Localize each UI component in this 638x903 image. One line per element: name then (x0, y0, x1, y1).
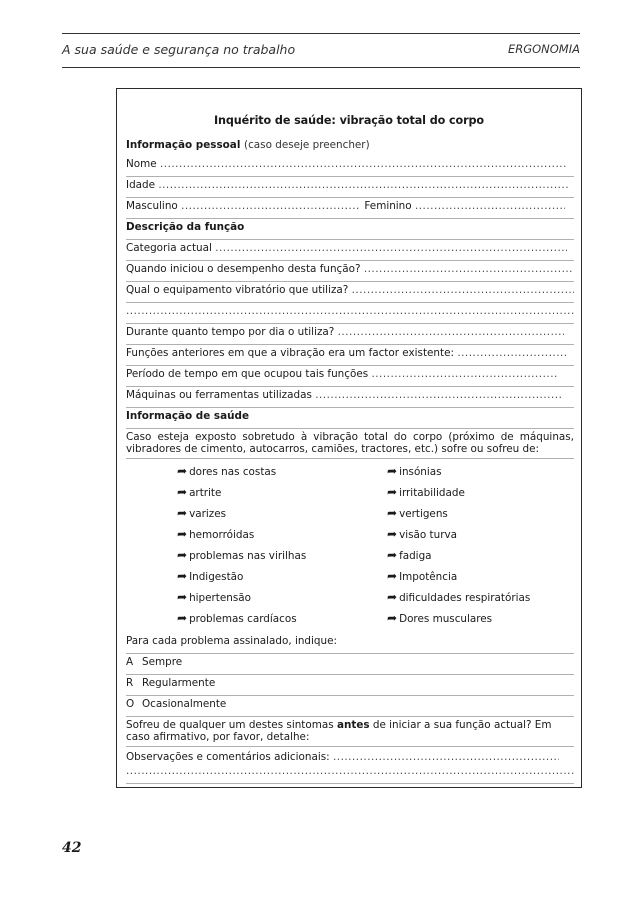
arrow-icon: ➦ (177, 590, 188, 604)
started-blank[interactable] (364, 261, 574, 277)
observations-extra-line[interactable] (126, 763, 574, 784)
symptom-item[interactable]: ➦ problemas cardíacos (177, 611, 297, 625)
started-field[interactable] (126, 261, 574, 282)
symptom-item[interactable]: ➦ problemas nas virilhas (177, 548, 307, 562)
age-blank[interactable] (158, 177, 570, 193)
machines-field[interactable] (126, 387, 574, 408)
equipment-extra-blank[interactable] (126, 303, 574, 319)
male-blank[interactable] (181, 198, 361, 214)
arrow-icon: ➦ (177, 548, 188, 562)
frequency-label: Regularmente (142, 677, 216, 689)
duration-blank[interactable] (338, 324, 564, 340)
running-header (62, 33, 580, 68)
equipment-field[interactable] (126, 282, 574, 303)
frequency-letter: R (126, 677, 134, 689)
arrow-icon: ➦ (177, 569, 188, 583)
prior-symptoms-question: Sofreu de qualquer um destes sintomas antes de iniciar a sua função actual? Em caso afirmativo, por favor, detalhe: (126, 720, 574, 747)
symptom-item[interactable]: ➦ irritabilidade (387, 485, 465, 499)
arrow-icon: ➦ (177, 485, 188, 499)
symptom-item[interactable]: ➦ dificuldades respiratórias (387, 590, 531, 604)
period-blank[interactable] (371, 366, 557, 382)
duration-label: Durante quanto tempo por dia o utiliza? (126, 326, 335, 338)
arrow-icon: ➦ (387, 506, 398, 520)
arrow-icon: ➦ (177, 611, 188, 625)
age-field[interactable] (126, 177, 574, 198)
frequency-label: Ocasionalmente (142, 698, 227, 710)
arrow-icon: ➦ (387, 527, 398, 541)
category-field[interactable] (126, 240, 574, 261)
name-blank[interactable] (160, 156, 568, 172)
period-label: Período de tempo em que ocupou tais funções (126, 368, 369, 380)
symptom-item[interactable]: ➦ hipertensão (177, 590, 251, 604)
previous-jobs-label: Funções anteriores em que a vibração era um factor existente: (126, 347, 454, 359)
symptom-item[interactable]: ➦ fadiga (387, 548, 432, 562)
previous-jobs-field[interactable] (126, 345, 574, 366)
arrow-icon: ➦ (177, 506, 188, 520)
personal-info-note: (caso deseje preencher) (244, 139, 370, 151)
category-blank[interactable] (215, 240, 567, 256)
frequency-letter: A (126, 656, 134, 668)
symptom-item[interactable]: ➦ dores nas costas (177, 464, 277, 478)
observations-label: Observações e comentários adicionais: (126, 751, 330, 763)
name-label: Nome (126, 158, 157, 170)
frequency-option-occasionally[interactable] (126, 696, 574, 717)
name-field[interactable] (126, 156, 574, 177)
equipment-label: Qual o equipamento vibratório que utiliza? (126, 284, 349, 296)
age-label: Idade (126, 179, 156, 191)
symptom-item[interactable]: ➦ varizes (177, 506, 226, 520)
equipment-blank[interactable] (352, 282, 574, 298)
category-label: Categoria actual (126, 242, 212, 254)
arrow-icon: ➦ (387, 569, 398, 583)
symptom-item[interactable]: ➦ artrite (177, 485, 222, 499)
started-label: Quando iniciou o desempenho desta função? (126, 263, 361, 275)
header-section: ERGONOMIA (507, 42, 580, 56)
female-blank[interactable] (415, 198, 565, 214)
symptom-item[interactable]: ➦ hemorróidas (177, 527, 255, 541)
arrow-icon: ➦ (387, 548, 398, 562)
arrow-icon: ➦ (387, 611, 398, 625)
frequency-option-regularly[interactable] (126, 675, 574, 696)
symptom-item[interactable]: ➦ Impotência (387, 569, 458, 583)
symptom-item[interactable]: ➦ Indigestão (177, 569, 244, 583)
arrow-icon: ➦ (387, 590, 398, 604)
health-info-heading: Informação de saúde (126, 408, 574, 429)
symptom-item[interactable]: ➦ vertigens (387, 506, 448, 520)
job-description-heading: Descrição da função (126, 219, 574, 240)
form-title: Inquérito de saúde: vibração total do corpo (213, 114, 485, 127)
sex-field[interactable] (126, 198, 574, 219)
arrow-icon: ➦ (387, 464, 398, 478)
female-label: Feminino (364, 200, 412, 212)
equipment-extra-line[interactable] (126, 303, 574, 324)
symptom-item[interactable]: ➦ visão turva (387, 527, 457, 541)
male-label: Masculino (126, 200, 178, 212)
page-number: 42 (62, 840, 82, 856)
arrow-icon: ➦ (177, 464, 188, 478)
health-question: Caso esteja exposto sobretudo à vibração total do corpo (próximo de máquinas, vibradores de cimento, autocarros, camiões, tractores, etc.) sofre ou sofreu de: (126, 432, 574, 459)
arrow-icon: ➦ (177, 527, 188, 541)
machines-blank[interactable] (315, 387, 561, 403)
personal-info-heading: Informação pessoal (caso deseje preencher) (126, 139, 370, 151)
observations-extra-blank[interactable] (126, 763, 574, 779)
header-title: A sua saúde e segurança no trabalho (62, 42, 296, 57)
symptom-item[interactable]: ➦ insónias (387, 464, 442, 478)
health-survey-form (116, 88, 582, 788)
duration-field[interactable] (126, 324, 574, 345)
previous-jobs-blank[interactable] (457, 345, 567, 361)
period-field[interactable] (126, 366, 574, 387)
frequency-letter: O (126, 698, 135, 710)
emphasis-before: antes (336, 719, 370, 731)
symptom-item[interactable]: ➦ Dores musculares (387, 611, 493, 625)
arrow-icon: ➦ (387, 485, 398, 499)
machines-label: Máquinas ou ferramentas utilizadas (126, 389, 312, 401)
frequency-option-always[interactable] (126, 654, 574, 675)
frequency-label: Sempre (142, 656, 183, 668)
frequency-prompt: Para cada problema assinalado, indique: (126, 633, 574, 654)
